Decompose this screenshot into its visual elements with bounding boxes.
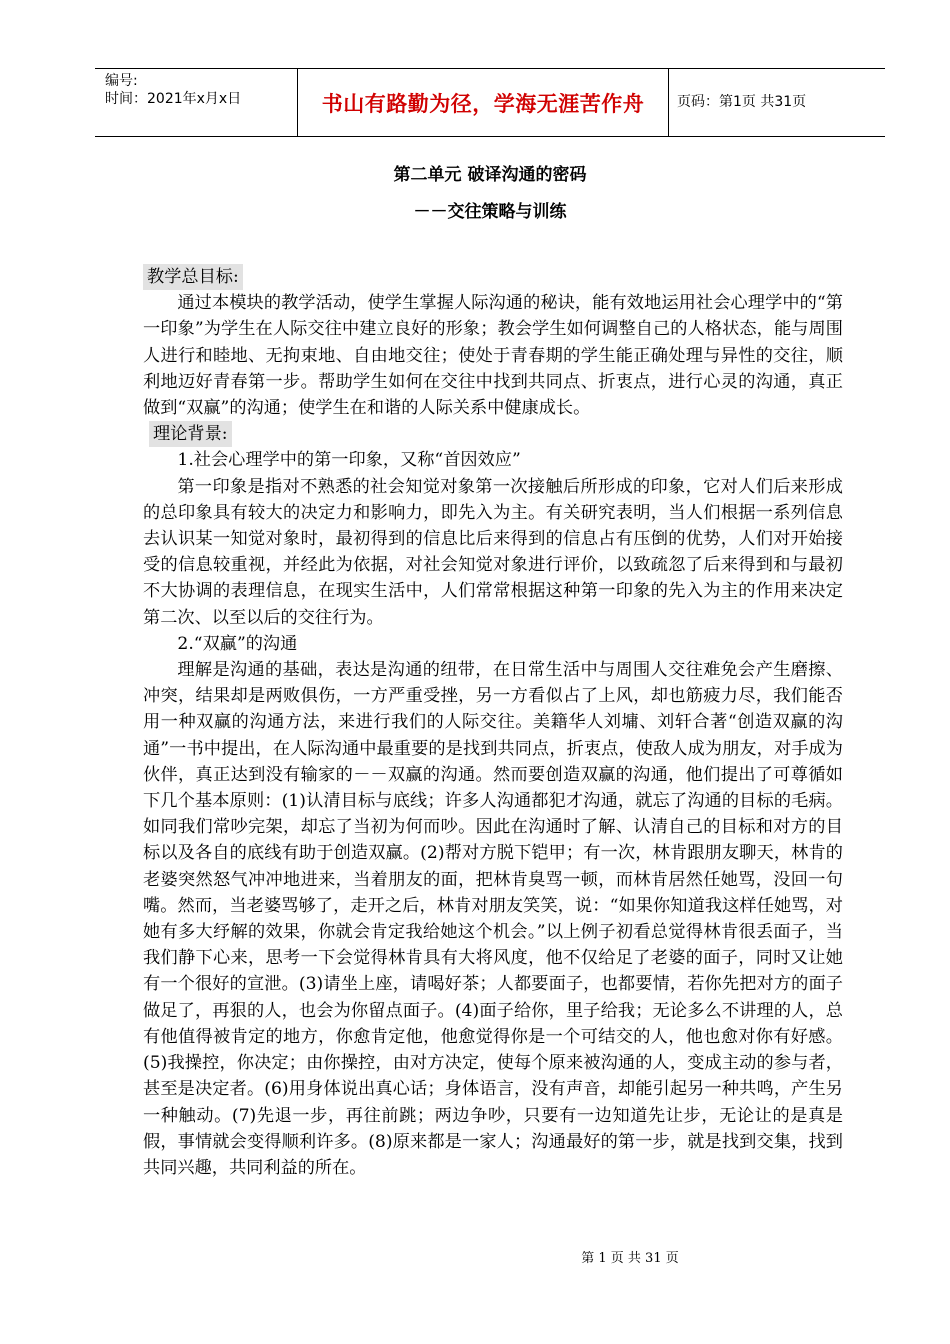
serial-label: 编号: [105,73,138,89]
point2-title: 2.“双赢”的沟通 [177,633,298,654]
goal-paragraph: 通过本模块的教学活动，使学生掌握人际沟通的秘诀，能有效地运用社会心理学中的“第一印象”为学生在人际交往中建立良好的形象；教会学生如何调整自己的人格状态，能与周围人进行和睦地、无拘束地、自由地交往；使处于青春期的学生能正确处理与异性的交往，顺利地迈好青春第一步。帮助学生如何在交往中找到共同点、折衷点，进行心灵的沟通，真正做到“双赢”的沟通；使学生在和谐的人际关系中健康成长。 [143,293,843,419]
theory-heading: 理论背景: [149,421,232,447]
unit-subtitle: －－交往策略与训练 [413,202,567,222]
header-motto-cell [297,69,669,136]
document-body [143,264,843,1181]
header-info-cell [95,69,297,136]
time-label: 时间：2021年x月x日 [105,91,242,107]
unit-title: 第二单元 破译沟通的密码 [393,165,587,185]
page-footer: 第 1 页 共 31 页 [581,1251,679,1266]
header-table [95,68,885,137]
point1-title: 1.社会心理学中的第一印象，又称“首因效应” [177,450,521,471]
point1-paragraph: 第一印象是指对不熟悉的社会知觉对象第一次接触后所形成的印象，它对人们后来形成的总印象具有较大的决定力和影响力，即先入为主。有关研究表明，当人们根据一系列信息去认识某一知觉对象时，最初得到的信息比后来得到的信息占有压倒的优势，人们对开始接受的信息较重视，并经此为依据，对社会知觉对象进行评价，以致疏忽了后来得到和与最初不大协调的表理信息，在现实生活中，人们常常根据这种第一印象的先入为主的作用来决定第二次、以至以后的交往行为。 [143,476,843,628]
page-info: 页码：第1页 共31页 [677,94,807,110]
goal-heading: 教学总目标: [143,264,243,290]
point2-paragraph: 理解是沟通的基础，表达是沟通的纽带，在日常生活中与周围人交往难免会产生磨擦、冲突，结果却是两败俱伤，一方严重受挫，另一方看似占了上风，却也筋疲力尽，我们能否用一种双赢的沟通方法，来进行我们的人际交往。美籍华人刘墉、刘轩合著“创造双赢的沟通”一书中提出，在人际沟通中最重要的是找到共同点，折衷点，使敌人成为朋友，对手成为伙伴，真正达到没有输家的－－双赢的沟通。然而要创造双赢的沟通，他们提出了可尊循如下几个基本原则：(1)认清目标与底线；许多人沟通都犯才沟通，就忘了沟通的目标的毛病。如同我们常吵完架，却忘了当初为何而吵。因此在沟通时了解、认清自己的目标和对方的目标以及各自的底线有助于创造双赢。(2)帮对方脱下铠甲；有一次，林肯跟朋友聊天，林肯的老婆突然怒气冲冲地进来，当着朋友的面，把林肯臭骂一顿，而林肯居然任她骂，没回一句嘴。然而，当老婆骂够了，走开之后，林肯对朋友笑笑，说：“如果你知道我这样任她骂，对她有多大纾解的效果，你就会肯定我给她这个机会。”以上例子初看总觉得林肯很丢面子，当我们静下心来，思考一下会觉得林肯具有大将风度，他不仅给足了老婆的面子，同时又让她有一个很好的宣泄。(3)请坐上座，请喝好茶；人都要面子，也都要情，若你先把对方的面子做足了，再狠的人，也会为你留点面子。(4)面子给你，里子给我；无论多么不讲理的人，总有他值得被肯定的地方，你愈肯定他，他愈觉得你是一个可结交的人，他也愈对你有好感。(5)我操控，你决定；由你操控，由对方决定，使每个原来被沟通的人，变成主动的参与者，甚至是决定者。(6)用身体说出真心话；身体语言，没有声音，却能引起另一种共鸣，产生另一种触动。(7)先退一步，再往前跳；两边争吵，只要有一边知道先让步，无论让的是真是假，事情就会变得顺利许多。(8)原来都是一家人；沟通最好的第一步，就是找到交集，找到共同兴趣，共同利益的所在。 [143,660,843,1178]
motto-text: 书山有路勤为径，学海无涯苦作舟 [321,91,645,116]
header-page-cell [669,69,885,136]
